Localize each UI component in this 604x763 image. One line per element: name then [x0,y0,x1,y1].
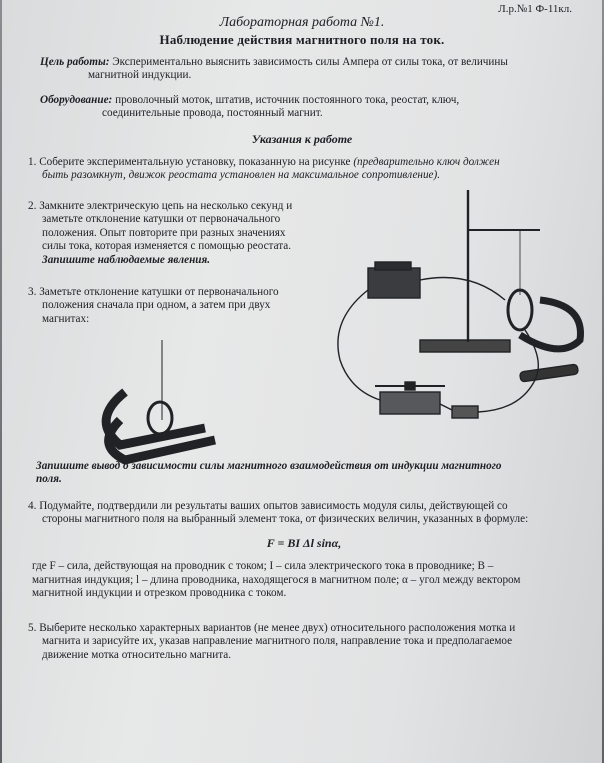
equipment-label: Оборудование: [40,94,113,106]
step-5-line-1: Выберите несколько характерных вариантов (не менее двух) относительного расположения мотка и [39,622,516,634]
step-3 [28,286,328,326]
page-code: Л.р.№1 Ф-11кл. [498,3,572,15]
lab-subtitle: Наблюдение действия магнитного поля на ток. [159,32,445,47]
step-3-line-3: магнитах: [42,312,90,325]
step-2-line-4: силы тока, которая изменяется с помощью реостата. [42,240,292,253]
equipment-text-2: соединительные провода, постоянный магнит. [102,107,323,120]
step-3-conclusion-1: Запишите вывод о зависимости силы магнитного взаимодействия от индукции магнитного [36,460,502,472]
step-2-line-1: Замкните электрическую цепь на несколько секунд и [39,200,293,212]
equipment-section [40,94,580,121]
goal-section [40,56,580,83]
step-4-def-2: магнитная индукция; l – длина проводника, находящегося в магнитном поле; α – угол между вектором [32,573,521,586]
step-2-line-3: положения. Опыт повторите при разных значениях [42,226,286,239]
formula: F = BI Δl sinα, [266,535,342,550]
step-3-line-2: положения сначала при одном, а затем при двух [42,299,271,312]
step-5-line-3: движение мотка относительно магнита. [42,648,232,661]
equipment-text-1: проволочный моток, штатив, источник постоянного тока, реостат, ключ, [115,94,460,106]
step-5-line-2: магнита и зарисуйте их, указав направление магнитного поля, направление тока и предполагаемое [42,635,513,648]
step-4-line-1: Подумайте, подтвердили ли результаты ваших опытов зависимость модуля силы, действующей со [39,500,508,512]
step-1-italic-2: быть разомкнут, движок реостата установлен на максимальное сопротивление). [42,169,441,182]
worksheet-page [2,0,602,763]
step-2 [28,200,328,267]
step-4-def-1: где F – сила, действующая на проводник с током; I – сила электрического тока в проводнике; B – [32,560,494,573]
lab-title: Лабораторная работа №1. [219,15,385,30]
step-2-line-2: заметьте отклонение катушки от первоначального [42,213,281,226]
step-4-def-3: магнитной индукции и отрезком проводника с током. [32,587,287,600]
step-4 [28,500,580,600]
step-1-italic-1: (предварительно ключ должен [353,156,500,168]
step-1-text: Соберите экспериментальную установку, показанную на рисунке [39,156,351,168]
step-3-num: 3. [28,286,37,298]
step-3-line-1: Заметьте отклонение катушки от первоначального [39,286,279,298]
step-1-num: 1. [28,156,37,168]
step-5-num: 5. [28,622,37,634]
step-1 [28,156,580,183]
step-3-conclusion [36,460,580,487]
step-5 [28,622,580,662]
goal-label: Цель работы: [40,56,110,68]
goal-text-2: магнитной индукции. [88,69,192,82]
instructions-title: Указания к работе [251,132,353,146]
step-2-num: 2. [28,200,37,212]
step-4-line-2: стороны магнитного поля на выбранный элемент тока, от физических величин, указанных в формуле: [42,513,529,526]
step-3-conclusion-2: поля. [36,473,62,486]
goal-text-1: Экспериментально выяснить зависимость силы Ампера от силы тока, от величины [112,56,508,68]
step-2-note: Запишите наблюдаемые явления. [42,253,211,266]
step-4-num: 4. [28,500,37,512]
